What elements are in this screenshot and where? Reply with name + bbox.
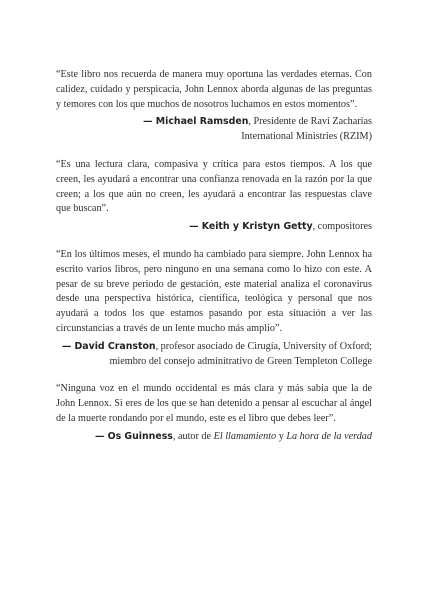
testimonial-quote: “Es una lectura clara, compasiva y crítica para estos tiempos. A los que creen, les ayudará a encontrar una confianza renovada en la razón por la que creen; a los que aún no creen, les ayudará a encontrar las respuestas clave que buscan”. [56,158,372,215]
author-role-prefix: , autor de [172,430,214,442]
testimonial-3 [56,248,372,369]
author-organization: International Ministries (RZIM) [241,131,372,143]
book-title-2: La hora de la verdad [286,430,372,442]
testimonial-4 [56,382,372,444]
author-name: David Cranston [74,340,156,352]
author-role: , profesor asociado de Cirugía, University of Oxford; [155,340,372,352]
author-name: Os Guinness [107,430,173,442]
attribution-dash: — [143,116,156,128]
attribution-dash: — [189,221,202,233]
author-name: Michael Ramsden [155,116,249,128]
attribution-dash: — [61,340,75,352]
testimonial-attribution [56,115,372,145]
author-name: Keith y Kristyn Getty [201,221,313,233]
testimonial-quote: “En los últimos meses, el mundo ha cambiado para siempre. John Lennox ha escrito varios libros, pero ninguno en una semana como lo hizo con este. A pesar de su breve periodo de gestación, este material analiza el coronavirus desde una perspectiva histórica, científica, teológica y personal que nos ayudará a todos los que estamos pasando por esta situación a ver las circunstancias a través de un lente mucho más amplio”. [56,248,372,334]
attribution-dash: — [94,430,108,442]
testimonial-quote: “Este libro nos recuerda de manera muy oportuna las verdades eternas. Con calidez, cuidado y perspicacia, John Lennox aborda algunas de las preguntas y temores con los que muchos de nosotros luchamos en estos momentos”. [56,69,372,110]
title-connector: y [276,430,287,442]
testimonial-quote: “Ninguna voz en el mundo occidental es más clara y más sabia que la de John Lennox. Si eres de los que se han detenido a pensar al escuchar al ángel de la muerte rondando por el mundo, este es el libro que debes leer”. [56,383,372,424]
testimonial-attribution [56,430,372,445]
testimonial-attribution [56,340,372,370]
testimonial-1 [56,68,372,145]
author-role: , Presidente de Ravi Zacharias [248,116,372,128]
author-organization: miembro del consejo adminitrativo de Green Templeton College [109,355,372,367]
testimonial-attribution [56,220,372,235]
testimonials-page [56,68,372,458]
book-title-1: El llamamiento [213,430,277,442]
author-role: , compositores [312,221,372,233]
testimonial-2 [56,158,372,235]
